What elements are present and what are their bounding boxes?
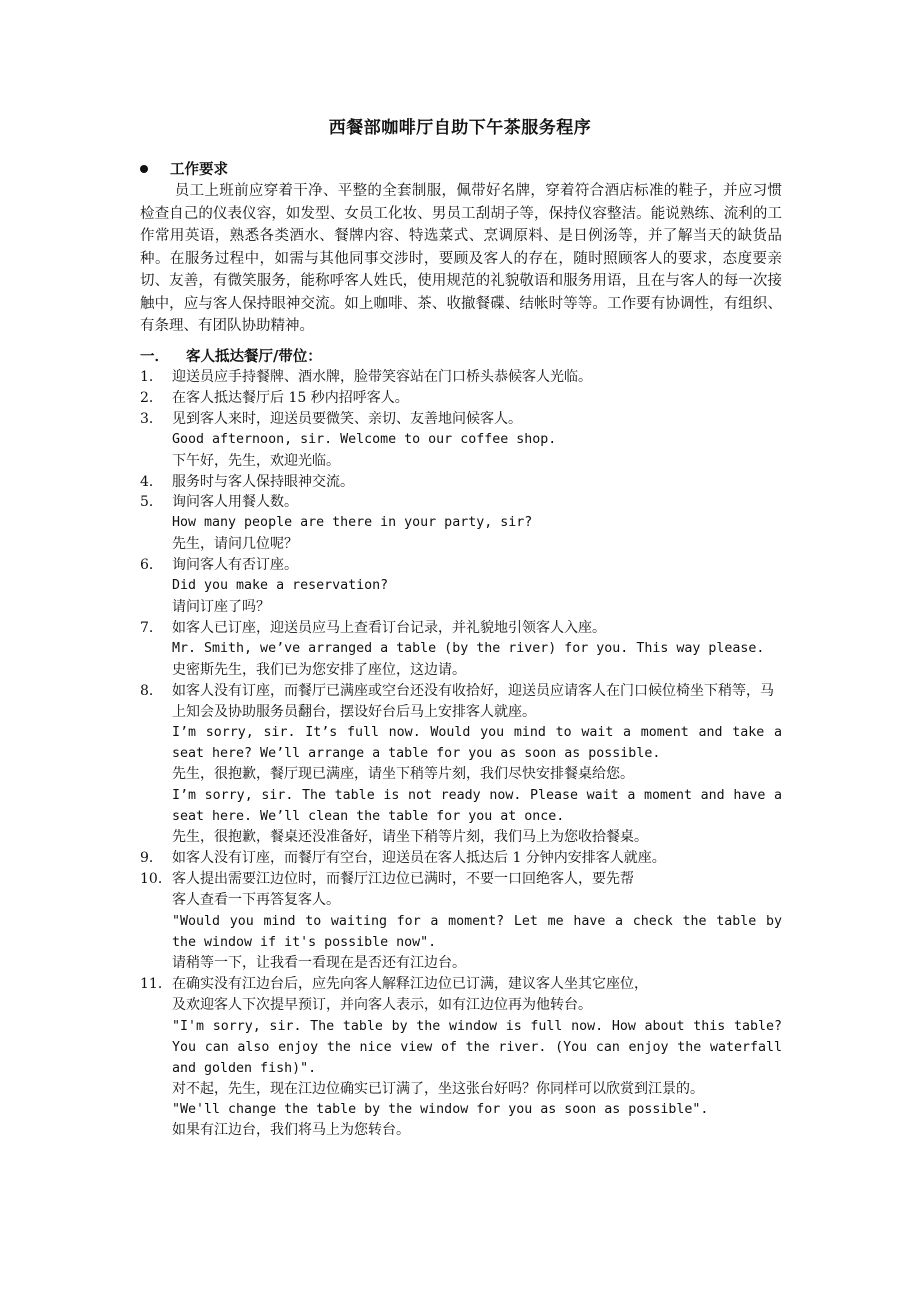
list-item <box>140 555 782 618</box>
requirements-heading <box>140 158 228 179</box>
english-phrase: Did you make a reservation? <box>172 578 389 594</box>
bullet-icon <box>140 165 148 173</box>
item-text: 迎送员应手持餐牌、酒水牌，脸带笑容站在门口桥头恭候客人光临。 <box>172 369 592 385</box>
item-number: 11． <box>140 975 172 992</box>
requirements-paragraph <box>140 180 782 338</box>
english-phrase: "I'm sorry, sir. The table by the window is full now. How about this table? You can also enjoy the nice view of the river. (You can enjoy the waterfall and golden fish)". <box>172 1018 782 1076</box>
list-item <box>140 472 782 493</box>
item-body <box>172 472 782 493</box>
english-phrase: How many people are there in your party, sir? <box>172 515 533 531</box>
section-number: 一． <box>140 348 169 365</box>
procedure-list <box>140 367 782 1141</box>
item-body <box>172 388 782 409</box>
item-body <box>172 492 782 555</box>
item-text: 服务时与客人保持眼神交流。 <box>172 473 354 490</box>
item-text: 询问客人有否订座。 <box>172 557 298 574</box>
item-body <box>172 555 782 618</box>
list-item <box>140 409 782 472</box>
list-item <box>140 388 782 409</box>
item-text: 请稍等一下，让我看一看现在是否还有江边台。 <box>172 954 466 971</box>
english-phrase: Good afternoon, sir. Welcome to our coffee shop. <box>172 431 557 447</box>
requirements-heading-text: 工作要求 <box>170 161 228 178</box>
item-body <box>172 848 782 869</box>
list-item <box>140 492 782 555</box>
english-phrase: "We'll change the table by the window for you as soon as possible". <box>172 1101 709 1117</box>
section-heading-arrival <box>140 345 322 366</box>
item-number: 5． <box>140 494 163 511</box>
english-phrase: Mr. Smith, we’ve arranged a table (by the river) for you. This way please. <box>172 640 765 656</box>
item-text: 在客人抵达餐厅后 15 秒内招呼客人。 <box>172 389 409 406</box>
list-item <box>140 367 782 388</box>
item-text: 询问客人用餐人数。 <box>172 494 298 511</box>
item-text: 如客人没有订座，而餐厅有空台，迎送员在客人抵达后 1 分钟内安排客人就座。 <box>172 850 666 867</box>
item-number: 2． <box>140 389 163 406</box>
item-text: 先生，很抱歉，餐桌还没准备好，请坐下稍等片刻，我们马上为您收拾餐桌。 <box>172 829 648 846</box>
item-number: 10． <box>140 871 172 888</box>
list-item <box>140 974 782 1142</box>
item-body <box>172 681 782 849</box>
item-number: 1． <box>140 369 163 385</box>
item-text: 如客人已订座，迎送员应马上查看订台记录，并礼貌地引领客人入座。 <box>172 619 606 636</box>
item-text: 先生，请问几位呢？ <box>172 536 298 553</box>
list-item <box>140 681 782 849</box>
page-title: 西餐部咖啡厅自助下午茶服务程序 <box>328 118 592 138</box>
requirements-text: 员工上班前应穿着干净、平整的全套制服，佩带好名牌，穿着符合酒店标准的鞋子，并应习惯检查自己的仪表仪容，如发型、女员工化妆、男员工刮胡子等，保持仪容整洁。能说熟练、流利的工作常用英语，熟悉各类酒水、餐牌内容、特选菜式、烹调原料、是日例汤等，并了解当天的缺货品种。在服务过程中，如需与其他同事交涉时，要顾及客人的存在，随时照顾客人的要求，态度要亲切、友善，有微笑服务，能称呼客人姓氏，使用规范的礼貌敬语和服务用语，且在与客人的每一次接触中，应与客人保持眼神交流。如上咖啡、茶、收撤餐碟、结帐时等等。工作要有协调性，有组织、有条理、有团队协助精神。 <box>140 183 782 334</box>
section-title: 客人抵达餐厅/带位： <box>186 348 322 365</box>
item-body <box>172 974 782 1142</box>
item-body <box>172 618 782 681</box>
item-text: 客人提出需要江边位时，而餐厅江边位已满时，不要一口回绝客人，要先帮 <box>172 871 634 888</box>
english-phrase: "Would you mind to waiting for a moment? Let me have a check the table by the window if it's possible now". <box>172 913 782 950</box>
item-number: 8． <box>140 682 163 699</box>
item-text: 如客人没有订座，而餐厅已满座或空台还没有收拾好，迎送员应请客人在门口候位椅坐下稍等，马上知会及协助服务员翻台，摆设好台后马上安排客人就座。 <box>172 682 774 720</box>
list-item <box>140 618 782 681</box>
item-text: 见到客人来时，迎送员要微笑、亲切、友善地问候客人。 <box>172 410 522 427</box>
list-item <box>140 869 782 974</box>
item-body <box>172 367 782 388</box>
item-text: 先生，很抱歉，餐厅现已满座，请坐下稍等片刻，我们尽快安排餐桌给您。 <box>172 766 634 783</box>
english-phrase: I’m sorry, sir. The table is not ready now. Please wait a moment and have a seat here. We’ll clean the table for you at once. <box>172 788 782 825</box>
item-number: 7． <box>140 619 163 636</box>
item-text: 史密斯先生，我们已为您安排了座位，这边请。 <box>172 661 466 678</box>
item-text: 如果有江边台，我们将马上为您转台。 <box>172 1122 410 1139</box>
item-number: 4． <box>140 473 163 490</box>
item-text: 下午好，先生，欢迎光临。 <box>172 452 340 469</box>
item-body <box>172 409 782 472</box>
english-phrase: I’m sorry, sir. It’s full now. Would you mind to wait a moment and take a seat here? We’ll arrange a table for you as soon as possible. <box>172 725 782 762</box>
list-item <box>140 848 782 869</box>
item-text: 请问订座了吗？ <box>172 598 270 615</box>
item-number: 9． <box>140 850 163 867</box>
item-number: 6． <box>140 557 163 574</box>
item-text: 在确实没有江边台后，应先向客人解释江边位已订满，建议客人坐其它座位， <box>172 975 648 992</box>
item-body <box>172 869 782 974</box>
item-number: 3． <box>140 410 163 427</box>
item-text: 及欢迎客人下次提早预订，并向客人表示，如有江边位再为他转台。 <box>172 996 592 1013</box>
item-text: 对不起，先生，现在江边位确实已订满了，坐这张台好吗？你同样可以欣赏到江景的。 <box>172 1080 704 1097</box>
item-text: 客人查看一下再答复客人。 <box>172 892 340 909</box>
